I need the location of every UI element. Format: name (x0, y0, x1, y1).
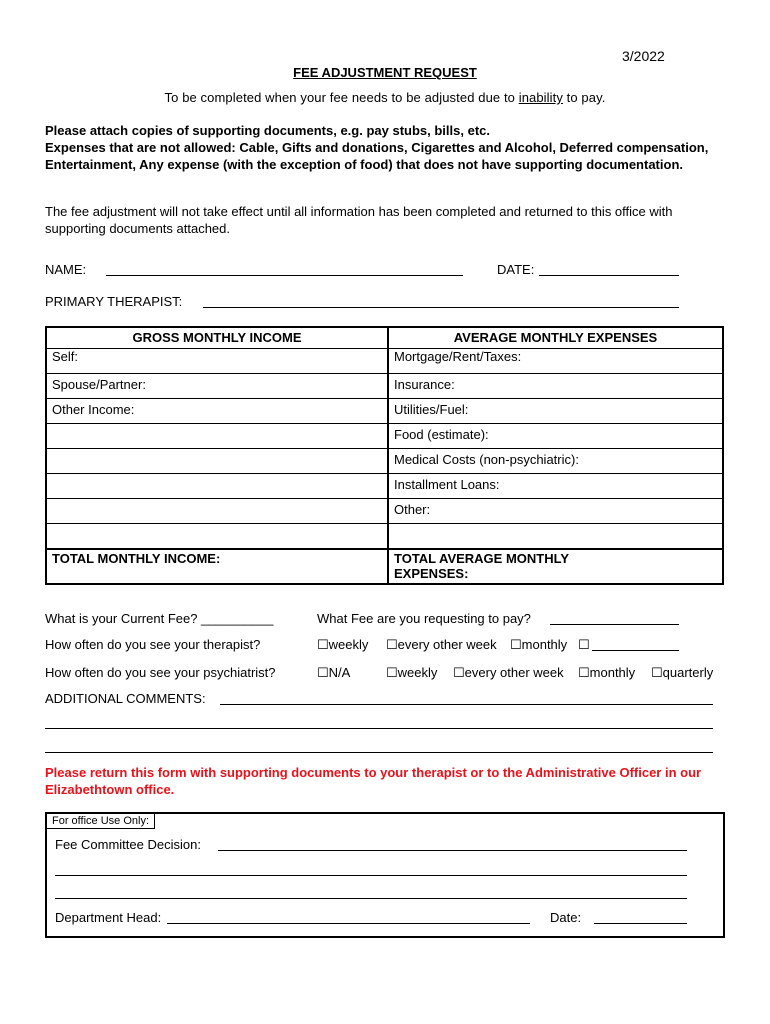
expense-food-cell[interactable]: Food (estimate): (388, 424, 723, 449)
table-row (46, 424, 723, 449)
therapist-every-other-week-checkbox[interactable]: ☐every other week (386, 637, 497, 652)
comments-line-2[interactable] (45, 728, 713, 729)
table-row (46, 449, 723, 474)
table-row (46, 474, 723, 499)
table-row (46, 374, 723, 399)
expense-blank-cell[interactable] (388, 524, 723, 550)
expense-other-cell[interactable]: Other: (388, 499, 723, 524)
page-title: FEE ADJUSTMENT REQUEST (293, 65, 477, 80)
expense-loans-cell[interactable]: Installment Loans: (388, 474, 723, 499)
office-date-label: Date: (550, 910, 582, 925)
comments-line-3[interactable] (45, 752, 713, 753)
name-field[interactable] (106, 275, 463, 276)
department-head-field[interactable] (167, 923, 530, 924)
income-blank-cell[interactable] (46, 424, 388, 449)
income-header: GROSS MONTHLY INCOME (46, 327, 388, 349)
office-use-header: For office Use Only: (47, 814, 155, 829)
expense-medical-cell[interactable]: Medical Costs (non-psychiatric): (388, 449, 723, 474)
therapist-frequency-question: How often do you see your therapist? (45, 637, 261, 652)
not-allowed-instruction: Expenses that are not allowed: Cable, Gifts and donations, Cigarettes and Alcohol, Deferred compensation, Entertainment, Any expense (with the exception of food) that does not have supporting documentation. (45, 140, 709, 172)
budget-table (45, 326, 724, 585)
current-fee-question: What is your Current Fee? __________ (45, 611, 274, 626)
instructions (45, 122, 735, 173)
psychiatrist-monthly-checkbox[interactable]: ☐monthly (578, 665, 636, 680)
decision-line-3[interactable] (55, 898, 687, 899)
income-self-cell[interactable]: Self: (46, 349, 388, 374)
table-row (46, 349, 723, 374)
name-label: NAME: (45, 262, 87, 277)
comments-line-1[interactable] (220, 704, 713, 705)
therapist-monthly-checkbox[interactable]: ☐monthly (510, 637, 568, 652)
totals-row (46, 549, 723, 584)
table-row (46, 399, 723, 424)
form-revision-date: 3/2022 (622, 48, 665, 64)
date-field[interactable] (539, 275, 679, 276)
therapist-label: PRIMARY THERAPIST: (45, 294, 183, 309)
expense-insurance-cell[interactable]: Insurance: (388, 374, 723, 399)
income-blank-cell[interactable] (46, 474, 388, 499)
expense-utilities-cell[interactable]: Utilities/Fuel: (388, 399, 723, 424)
date-label: DATE: (497, 262, 535, 277)
requested-fee-question: What Fee are you requesting to pay? (317, 611, 531, 626)
psychiatrist-frequency-question: How often do you see your psychiatrist? (45, 665, 276, 680)
income-blank-cell[interactable] (46, 524, 388, 550)
table-row (46, 524, 723, 550)
attach-instruction: Please attach copies of supporting documents, e.g. pay stubs, bills, etc. (45, 123, 490, 138)
expenses-header: AVERAGE MONTHLY EXPENSES (388, 327, 723, 349)
requested-fee-field[interactable] (550, 624, 679, 625)
office-use-box (45, 812, 725, 938)
income-blank-cell[interactable] (46, 449, 388, 474)
decision-label: Fee Committee Decision: (55, 837, 201, 852)
subtitle: To be completed when your fee needs to be adjusted due to inability to pay. (164, 90, 606, 105)
expense-mortgage-cell[interactable]: Mortgage/Rent/Taxes: (388, 349, 723, 374)
decision-line-2[interactable] (55, 875, 687, 876)
psychiatrist-weekly-checkbox[interactable]: ☐weekly (386, 665, 438, 680)
decision-field[interactable] (218, 850, 687, 851)
comments-label: ADDITIONAL COMMENTS: (45, 691, 206, 706)
return-notice: Please return this form with supporting documents to your therapist or to the Administrative Officer in our Elizabethtown office. (45, 765, 702, 797)
total-income-cell[interactable]: TOTAL MONTHLY INCOME: (46, 549, 388, 584)
table-row (46, 499, 723, 524)
therapist-other-checkbox[interactable]: ☐ (578, 637, 590, 652)
income-spouse-cell[interactable]: Spouse/Partner: (46, 374, 388, 399)
psychiatrist-every-other-week-checkbox[interactable]: ☐every other week (453, 665, 564, 680)
office-date-field[interactable] (594, 923, 687, 924)
income-blank-cell[interactable] (46, 499, 388, 524)
psychiatrist-quarterly-checkbox[interactable]: ☐quarterly (651, 665, 714, 680)
psychiatrist-na-checkbox[interactable]: ☐N/A (317, 665, 351, 680)
therapist-other-field[interactable] (592, 650, 679, 651)
income-other-cell[interactable]: Other Income: (46, 399, 388, 424)
effective-note: The fee adjustment will not take effect until all information has been completed and returned to this office with supporting documents attached. (45, 204, 673, 236)
total-expenses-cell[interactable]: TOTAL AVERAGE MONTHLY EXPENSES: (388, 549, 723, 584)
therapist-field[interactable] (203, 307, 679, 308)
therapist-weekly-checkbox[interactable]: ☐weekly (317, 637, 369, 652)
department-head-label: Department Head: (55, 910, 162, 925)
